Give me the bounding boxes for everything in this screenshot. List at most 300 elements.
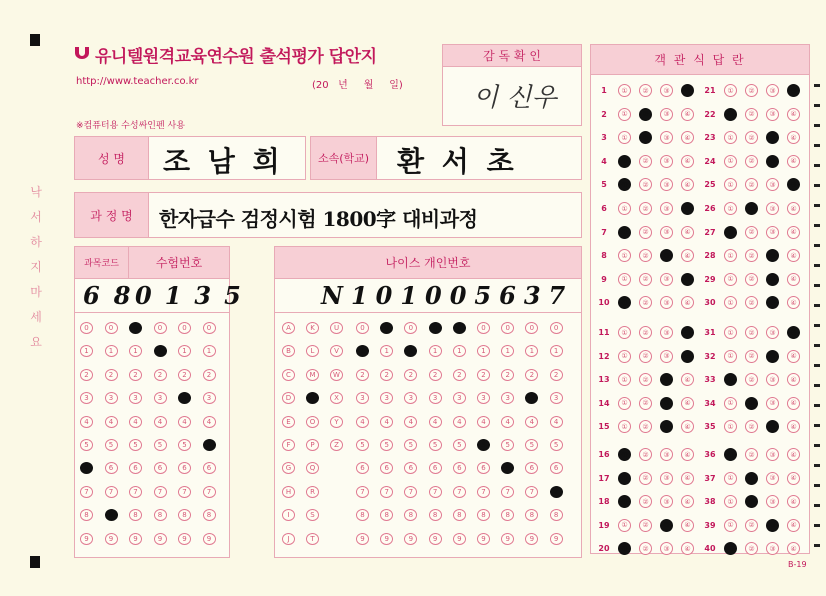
neis-digit-bubble[interactable]: 9	[404, 533, 417, 545]
answer-bubble[interactable]: ①	[724, 202, 737, 215]
answer-bubble[interactable]: ④	[681, 296, 694, 309]
code-bubble[interactable]: 4	[203, 416, 216, 428]
answer-bubble[interactable]: ③	[766, 155, 779, 168]
neis-letter-bubble[interactable]: X	[330, 392, 343, 404]
neis-digit-bubble[interactable]: 7	[429, 486, 442, 498]
answer-bubble[interactable]: ③	[660, 495, 673, 508]
answer-bubble[interactable]: ④	[787, 495, 800, 508]
neis-digit-bubble[interactable]: 8	[356, 509, 369, 521]
neis-digit-bubble[interactable]: 4	[380, 416, 393, 428]
code-bubble[interactable]: 1	[105, 345, 118, 357]
answer-bubble[interactable]: ①	[618, 296, 631, 309]
answer-bubble[interactable]: ①	[724, 249, 737, 262]
answer-bubble[interactable]: ④	[787, 448, 800, 461]
answer-bubble[interactable]: ④	[787, 202, 800, 215]
neis-digit-bubble[interactable]: 7	[453, 486, 466, 498]
answer-bubble[interactable]: ④	[681, 326, 694, 339]
answer-bubble[interactable]: ②	[639, 108, 652, 121]
neis-digit-bubble[interactable]: 0	[429, 322, 442, 334]
neis-digit-bubble[interactable]: 2	[477, 369, 490, 381]
neis-digit-bubble[interactable]: 4	[477, 416, 490, 428]
neis-digit-bubble[interactable]: 3	[477, 392, 490, 404]
neis-letter-bubble[interactable]: Z	[330, 439, 343, 451]
answer-bubble[interactable]: ①	[618, 202, 631, 215]
code-bubble[interactable]: 4	[129, 416, 142, 428]
answer-bubble[interactable]: ④	[787, 84, 800, 97]
code-bubble[interactable]: 0	[203, 322, 216, 334]
neis-letter-bubble[interactable]: I	[282, 509, 295, 521]
neis-digit-bubble[interactable]: 9	[525, 533, 538, 545]
answer-bubble[interactable]: ③	[660, 373, 673, 386]
answer-bubble[interactable]: ③	[766, 472, 779, 485]
neis-letter-bubble[interactable]: G	[282, 462, 295, 474]
code-bubble[interactable]: 2	[129, 369, 142, 381]
answer-bubble[interactable]: ③	[766, 249, 779, 262]
neis-digit-bubble[interactable]: 1	[429, 345, 442, 357]
code-bubble[interactable]: 8	[178, 509, 191, 521]
answer-bubble[interactable]: ②	[639, 155, 652, 168]
answer-bubble[interactable]: ③	[766, 397, 779, 410]
answer-bubble[interactable]: ①	[724, 131, 737, 144]
answer-bubble[interactable]: ④	[681, 202, 694, 215]
code-bubble[interactable]: 0	[80, 322, 93, 334]
neis-digit-bubble[interactable]: 6	[525, 462, 538, 474]
code-bubble[interactable]: 9	[178, 533, 191, 545]
code-bubble[interactable]: 9	[80, 533, 93, 545]
neis-digit-bubble[interactable]: 0	[404, 322, 417, 334]
answer-bubble[interactable]: ②	[745, 273, 758, 286]
answer-bubble[interactable]: ②	[745, 542, 758, 555]
neis-digit-bubble[interactable]: 6	[477, 462, 490, 474]
code-bubble[interactable]: 5	[80, 439, 93, 451]
answer-bubble[interactable]: ①	[618, 373, 631, 386]
neis-digit-bubble[interactable]: 4	[453, 416, 466, 428]
neis-digit-bubble[interactable]: 2	[501, 369, 514, 381]
neis-digit-bubble[interactable]: 0	[356, 322, 369, 334]
answer-bubble[interactable]: ①	[618, 108, 631, 121]
code-bubble[interactable]: 1	[80, 345, 93, 357]
neis-letter-bubble[interactable]: O	[306, 416, 319, 428]
answer-bubble[interactable]: ③	[766, 519, 779, 532]
code-bubble[interactable]: 0	[105, 322, 118, 334]
neis-digit-bubble[interactable]: 8	[501, 509, 514, 521]
answer-bubble[interactable]: ②	[745, 373, 758, 386]
code-bubble[interactable]: 4	[105, 416, 118, 428]
answer-bubble[interactable]: ④	[787, 131, 800, 144]
answer-bubble[interactable]: ④	[681, 448, 694, 461]
answer-bubble[interactable]: ③	[660, 397, 673, 410]
answer-bubble[interactable]: ③	[766, 131, 779, 144]
answer-bubble[interactable]: ③	[766, 373, 779, 386]
answer-bubble[interactable]: ①	[618, 472, 631, 485]
answer-bubble[interactable]: ③	[660, 202, 673, 215]
code-bubble[interactable]: 3	[129, 392, 142, 404]
answer-bubble[interactable]: ④	[681, 542, 694, 555]
neis-digit-bubble[interactable]: 9	[356, 533, 369, 545]
answer-bubble[interactable]: ①	[724, 273, 737, 286]
answer-bubble[interactable]: ②	[745, 397, 758, 410]
answer-bubble[interactable]: ②	[745, 495, 758, 508]
neis-digit-bubble[interactable]: 7	[501, 486, 514, 498]
neis-letter-bubble[interactable]: A	[282, 322, 295, 334]
answer-bubble[interactable]: ①	[724, 542, 737, 555]
code-bubble[interactable]: 3	[203, 392, 216, 404]
neis-digit-bubble[interactable]: 8	[477, 509, 490, 521]
neis-letter-bubble[interactable]: V	[330, 345, 343, 357]
answer-bubble[interactable]: ①	[618, 350, 631, 363]
answer-bubble[interactable]: ②	[745, 448, 758, 461]
code-bubble[interactable]: 2	[105, 369, 118, 381]
code-bubble[interactable]: 4	[178, 416, 191, 428]
answer-bubble[interactable]: ③	[766, 226, 779, 239]
answer-bubble[interactable]: ①	[618, 155, 631, 168]
neis-digit-bubble[interactable]: 5	[501, 439, 514, 451]
answer-bubble[interactable]: ③	[660, 296, 673, 309]
answer-bubble[interactable]: ④	[681, 472, 694, 485]
answer-bubble[interactable]: ④	[681, 397, 694, 410]
answer-bubble[interactable]: ①	[618, 519, 631, 532]
answer-bubble[interactable]: ①	[724, 84, 737, 97]
neis-digit-bubble[interactable]: 6	[380, 462, 393, 474]
neis-digit-bubble[interactable]: 8	[525, 509, 538, 521]
neis-digit-bubble[interactable]: 6	[429, 462, 442, 474]
answer-bubble[interactable]: ③	[660, 84, 673, 97]
answer-bubble[interactable]: ②	[745, 350, 758, 363]
answer-bubble[interactable]: ②	[639, 495, 652, 508]
code-bubble[interactable]: 5	[178, 439, 191, 451]
answer-bubble[interactable]: ④	[787, 397, 800, 410]
answer-bubble[interactable]: ①	[724, 226, 737, 239]
answer-bubble[interactable]: ④	[681, 273, 694, 286]
neis-digit-bubble[interactable]: 6	[550, 462, 563, 474]
answer-bubble[interactable]: ②	[639, 420, 652, 433]
answer-bubble[interactable]: ①	[724, 495, 737, 508]
answer-bubble[interactable]: ③	[766, 202, 779, 215]
neis-digit-bubble[interactable]: 9	[380, 533, 393, 545]
code-bubble[interactable]: 2	[178, 369, 191, 381]
answer-bubble[interactable]: ①	[724, 420, 737, 433]
answer-bubble[interactable]: ①	[724, 373, 737, 386]
code-bubble[interactable]: 6	[154, 462, 167, 474]
answer-bubble[interactable]: ①	[724, 155, 737, 168]
neis-digit-bubble[interactable]: 9	[501, 533, 514, 545]
neis-digit-bubble[interactable]: 8	[453, 509, 466, 521]
answer-bubble[interactable]: ①	[618, 273, 631, 286]
neis-digit-bubble[interactable]: 0	[380, 322, 393, 334]
answer-bubble[interactable]: ④	[787, 155, 800, 168]
answer-bubble[interactable]: ②	[639, 448, 652, 461]
answer-bubble[interactable]: ①	[618, 326, 631, 339]
neis-letter-bubble[interactable]: B	[282, 345, 295, 357]
neis-letter-bubble[interactable]: K	[306, 322, 319, 334]
answer-bubble[interactable]: ①	[724, 178, 737, 191]
neis-digit-bubble[interactable]: 1	[380, 345, 393, 357]
answer-bubble[interactable]: ③	[766, 273, 779, 286]
neis-digit-bubble[interactable]: 3	[404, 392, 417, 404]
neis-letter-bubble[interactable]: P	[306, 439, 319, 451]
answer-bubble[interactable]: ③	[660, 273, 673, 286]
answer-bubble[interactable]: ①	[618, 249, 631, 262]
code-bubble[interactable]: 5	[105, 439, 118, 451]
answer-bubble[interactable]: ②	[745, 249, 758, 262]
code-bubble[interactable]: 2	[203, 369, 216, 381]
neis-letter-bubble[interactable]: L	[306, 345, 319, 357]
neis-digit-bubble[interactable]: 6	[501, 462, 514, 474]
code-bubble[interactable]: 3	[154, 392, 167, 404]
code-bubble[interactable]: 8	[154, 509, 167, 521]
code-bubble[interactable]: 3	[80, 392, 93, 404]
answer-bubble[interactable]: ②	[745, 178, 758, 191]
neis-letter-bubble[interactable]: D	[282, 392, 295, 404]
answer-bubble[interactable]: ①	[618, 131, 631, 144]
code-bubble[interactable]: 3	[178, 392, 191, 404]
neis-digit-bubble[interactable]: 7	[356, 486, 369, 498]
code-bubble[interactable]: 9	[129, 533, 142, 545]
answer-bubble[interactable]: ②	[745, 296, 758, 309]
answer-bubble[interactable]: ①	[724, 296, 737, 309]
code-bubble[interactable]: 5	[129, 439, 142, 451]
neis-digit-bubble[interactable]: 9	[453, 533, 466, 545]
neis-letter-bubble[interactable]: J	[282, 533, 295, 545]
code-bubble[interactable]: 4	[154, 416, 167, 428]
answer-bubble[interactable]: ①	[724, 350, 737, 363]
answer-bubble[interactable]: ②	[745, 326, 758, 339]
neis-digit-bubble[interactable]: 5	[429, 439, 442, 451]
answer-bubble[interactable]: ③	[766, 108, 779, 121]
neis-digit-bubble[interactable]: 7	[550, 486, 563, 498]
answer-bubble[interactable]: ①	[618, 420, 631, 433]
neis-digit-bubble[interactable]: 4	[404, 416, 417, 428]
answer-bubble[interactable]: ②	[639, 202, 652, 215]
code-bubble[interactable]: 9	[154, 533, 167, 545]
neis-digit-bubble[interactable]: 8	[550, 509, 563, 521]
neis-letter-bubble[interactable]: N	[306, 392, 319, 404]
answer-bubble[interactable]: ②	[639, 178, 652, 191]
code-bubble[interactable]: 8	[80, 509, 93, 521]
code-bubble[interactable]: 6	[203, 462, 216, 474]
answer-bubble[interactable]: ④	[787, 249, 800, 262]
neis-letter-bubble[interactable]: S	[306, 509, 319, 521]
answer-bubble[interactable]: ②	[639, 226, 652, 239]
code-bubble[interactable]: 7	[178, 486, 191, 498]
answer-bubble[interactable]: ③	[766, 350, 779, 363]
answer-bubble[interactable]: ②	[639, 350, 652, 363]
answer-bubble[interactable]: ④	[787, 472, 800, 485]
answer-bubble[interactable]: ③	[766, 448, 779, 461]
neis-digit-bubble[interactable]: 5	[525, 439, 538, 451]
neis-digit-bubble[interactable]: 7	[477, 486, 490, 498]
answer-bubble[interactable]: ③	[766, 178, 779, 191]
neis-digit-bubble[interactable]: 9	[550, 533, 563, 545]
neis-digit-bubble[interactable]: 5	[356, 439, 369, 451]
neis-digit-bubble[interactable]: 5	[404, 439, 417, 451]
answer-bubble[interactable]: ③	[660, 350, 673, 363]
code-bubble[interactable]: 6	[105, 462, 118, 474]
neis-digit-bubble[interactable]: 1	[501, 345, 514, 357]
neis-letter-bubble[interactable]: M	[306, 369, 319, 381]
answer-bubble[interactable]: ①	[724, 397, 737, 410]
code-bubble[interactable]: 7	[80, 486, 93, 498]
code-bubble[interactable]: 1	[178, 345, 191, 357]
answer-bubble[interactable]: ③	[660, 155, 673, 168]
answer-bubble[interactable]: ③	[660, 542, 673, 555]
neis-digit-bubble[interactable]: 1	[453, 345, 466, 357]
neis-digit-bubble[interactable]: 5	[453, 439, 466, 451]
code-bubble[interactable]: 9	[203, 533, 216, 545]
answer-bubble[interactable]: ①	[724, 472, 737, 485]
neis-digit-bubble[interactable]: 2	[550, 369, 563, 381]
answer-bubble[interactable]: ④	[681, 350, 694, 363]
neis-digit-bubble[interactable]: 7	[404, 486, 417, 498]
answer-bubble[interactable]: ③	[660, 226, 673, 239]
answer-bubble[interactable]: ③	[660, 420, 673, 433]
answer-bubble[interactable]: ④	[681, 178, 694, 191]
neis-digit-bubble[interactable]: 6	[453, 462, 466, 474]
neis-digit-bubble[interactable]: 3	[356, 392, 369, 404]
answer-bubble[interactable]: ①	[724, 519, 737, 532]
neis-digit-bubble[interactable]: 4	[525, 416, 538, 428]
neis-digit-bubble[interactable]: 2	[356, 369, 369, 381]
answer-bubble[interactable]: ④	[787, 350, 800, 363]
answer-bubble[interactable]: ④	[787, 226, 800, 239]
neis-digit-bubble[interactable]: 0	[525, 322, 538, 334]
neis-digit-bubble[interactable]: 2	[380, 369, 393, 381]
answer-bubble[interactable]: ④	[681, 519, 694, 532]
answer-bubble[interactable]: ①	[618, 542, 631, 555]
answer-bubble[interactable]: ③	[660, 472, 673, 485]
neis-digit-bubble[interactable]: 3	[525, 392, 538, 404]
code-bubble[interactable]: 1	[129, 345, 142, 357]
answer-bubble[interactable]: ②	[639, 519, 652, 532]
neis-digit-bubble[interactable]: 8	[429, 509, 442, 521]
answer-bubble[interactable]: ④	[681, 226, 694, 239]
code-bubble[interactable]: 2	[154, 369, 167, 381]
answer-bubble[interactable]: ①	[724, 448, 737, 461]
neis-digit-bubble[interactable]: 7	[380, 486, 393, 498]
code-bubble[interactable]: 8	[129, 509, 142, 521]
answer-bubble[interactable]: ④	[681, 131, 694, 144]
answer-bubble[interactable]: ①	[618, 84, 631, 97]
answer-bubble[interactable]: ③	[766, 495, 779, 508]
answer-bubble[interactable]: ④	[787, 296, 800, 309]
neis-digit-bubble[interactable]: 7	[525, 486, 538, 498]
answer-bubble[interactable]: ②	[745, 108, 758, 121]
answer-bubble[interactable]: ③	[660, 448, 673, 461]
code-bubble[interactable]: 0	[178, 322, 191, 334]
neis-digit-bubble[interactable]: 2	[429, 369, 442, 381]
neis-digit-bubble[interactable]: 1	[477, 345, 490, 357]
neis-digit-bubble[interactable]: 5	[477, 439, 490, 451]
answer-bubble[interactable]: ③	[660, 249, 673, 262]
neis-digit-bubble[interactable]: 3	[429, 392, 442, 404]
answer-bubble[interactable]: ②	[745, 84, 758, 97]
answer-bubble[interactable]: ③	[766, 420, 779, 433]
answer-bubble[interactable]: ④	[787, 108, 800, 121]
answer-bubble[interactable]: ④	[787, 542, 800, 555]
code-bubble[interactable]: 7	[105, 486, 118, 498]
answer-bubble[interactable]: ③	[660, 131, 673, 144]
answer-bubble[interactable]: ②	[639, 542, 652, 555]
answer-bubble[interactable]: ①	[724, 326, 737, 339]
neis-digit-bubble[interactable]: 4	[356, 416, 369, 428]
answer-bubble[interactable]: ③	[660, 178, 673, 191]
answer-bubble[interactable]: ①	[618, 226, 631, 239]
answer-bubble[interactable]: ④	[681, 495, 694, 508]
answer-bubble[interactable]: ②	[745, 226, 758, 239]
answer-bubble[interactable]: ③	[660, 519, 673, 532]
code-bubble[interactable]: 5	[154, 439, 167, 451]
neis-digit-bubble[interactable]: 1	[356, 345, 369, 357]
neis-digit-bubble[interactable]: 1	[404, 345, 417, 357]
answer-bubble[interactable]: ①	[618, 495, 631, 508]
neis-digit-bubble[interactable]: 3	[453, 392, 466, 404]
answer-bubble[interactable]: ④	[681, 84, 694, 97]
neis-digit-bubble[interactable]: 8	[380, 509, 393, 521]
neis-digit-bubble[interactable]: 6	[356, 462, 369, 474]
neis-digit-bubble[interactable]: 5	[550, 439, 563, 451]
answer-bubble[interactable]: ④	[787, 519, 800, 532]
answer-bubble[interactable]: ②	[639, 472, 652, 485]
neis-letter-bubble[interactable]: H	[282, 486, 295, 498]
answer-bubble[interactable]: ④	[681, 108, 694, 121]
code-bubble[interactable]: 7	[203, 486, 216, 498]
answer-bubble[interactable]: ②	[639, 373, 652, 386]
neis-digit-bubble[interactable]: 3	[380, 392, 393, 404]
neis-digit-bubble[interactable]: 0	[477, 322, 490, 334]
answer-bubble[interactable]: ②	[639, 131, 652, 144]
answer-bubble[interactable]: ②	[745, 420, 758, 433]
code-bubble[interactable]: 4	[80, 416, 93, 428]
neis-digit-bubble[interactable]: 2	[404, 369, 417, 381]
code-bubble[interactable]: 8	[203, 509, 216, 521]
code-bubble[interactable]: 0	[154, 322, 167, 334]
answer-bubble[interactable]: ③	[766, 84, 779, 97]
neis-digit-bubble[interactable]: 9	[429, 533, 442, 545]
neis-digit-bubble[interactable]: 1	[525, 345, 538, 357]
neis-letter-bubble[interactable]: T	[306, 533, 319, 545]
answer-bubble[interactable]: ④	[787, 373, 800, 386]
answer-bubble[interactable]: ②	[745, 519, 758, 532]
answer-bubble[interactable]: ①	[618, 178, 631, 191]
code-bubble[interactable]: 7	[154, 486, 167, 498]
answer-bubble[interactable]: ③	[766, 326, 779, 339]
neis-letter-bubble[interactable]: U	[330, 322, 343, 334]
answer-bubble[interactable]: ④	[681, 249, 694, 262]
code-bubble[interactable]: 1	[154, 345, 167, 357]
code-bubble[interactable]: 6	[80, 462, 93, 474]
neis-letter-bubble[interactable]: Q	[306, 462, 319, 474]
neis-digit-bubble[interactable]: 0	[501, 322, 514, 334]
neis-letter-bubble[interactable]: E	[282, 416, 295, 428]
neis-digit-bubble[interactable]: 5	[380, 439, 393, 451]
answer-bubble[interactable]: ②	[745, 202, 758, 215]
neis-letter-bubble[interactable]: R	[306, 486, 319, 498]
neis-digit-bubble[interactable]: 8	[404, 509, 417, 521]
neis-digit-bubble[interactable]: 4	[550, 416, 563, 428]
neis-letter-bubble[interactable]: F	[282, 439, 295, 451]
answer-bubble[interactable]: ③	[766, 296, 779, 309]
answer-bubble[interactable]: ②	[745, 155, 758, 168]
answer-bubble[interactable]: ①	[724, 108, 737, 121]
code-bubble[interactable]: 5	[203, 439, 216, 451]
code-bubble[interactable]: 3	[105, 392, 118, 404]
neis-letter-bubble[interactable]: C	[282, 369, 295, 381]
answer-bubble[interactable]: ①	[618, 448, 631, 461]
answer-bubble[interactable]: ②	[639, 326, 652, 339]
answer-bubble[interactable]: ④	[787, 178, 800, 191]
neis-digit-bubble[interactable]: 0	[453, 322, 466, 334]
answer-bubble[interactable]: ④	[787, 420, 800, 433]
